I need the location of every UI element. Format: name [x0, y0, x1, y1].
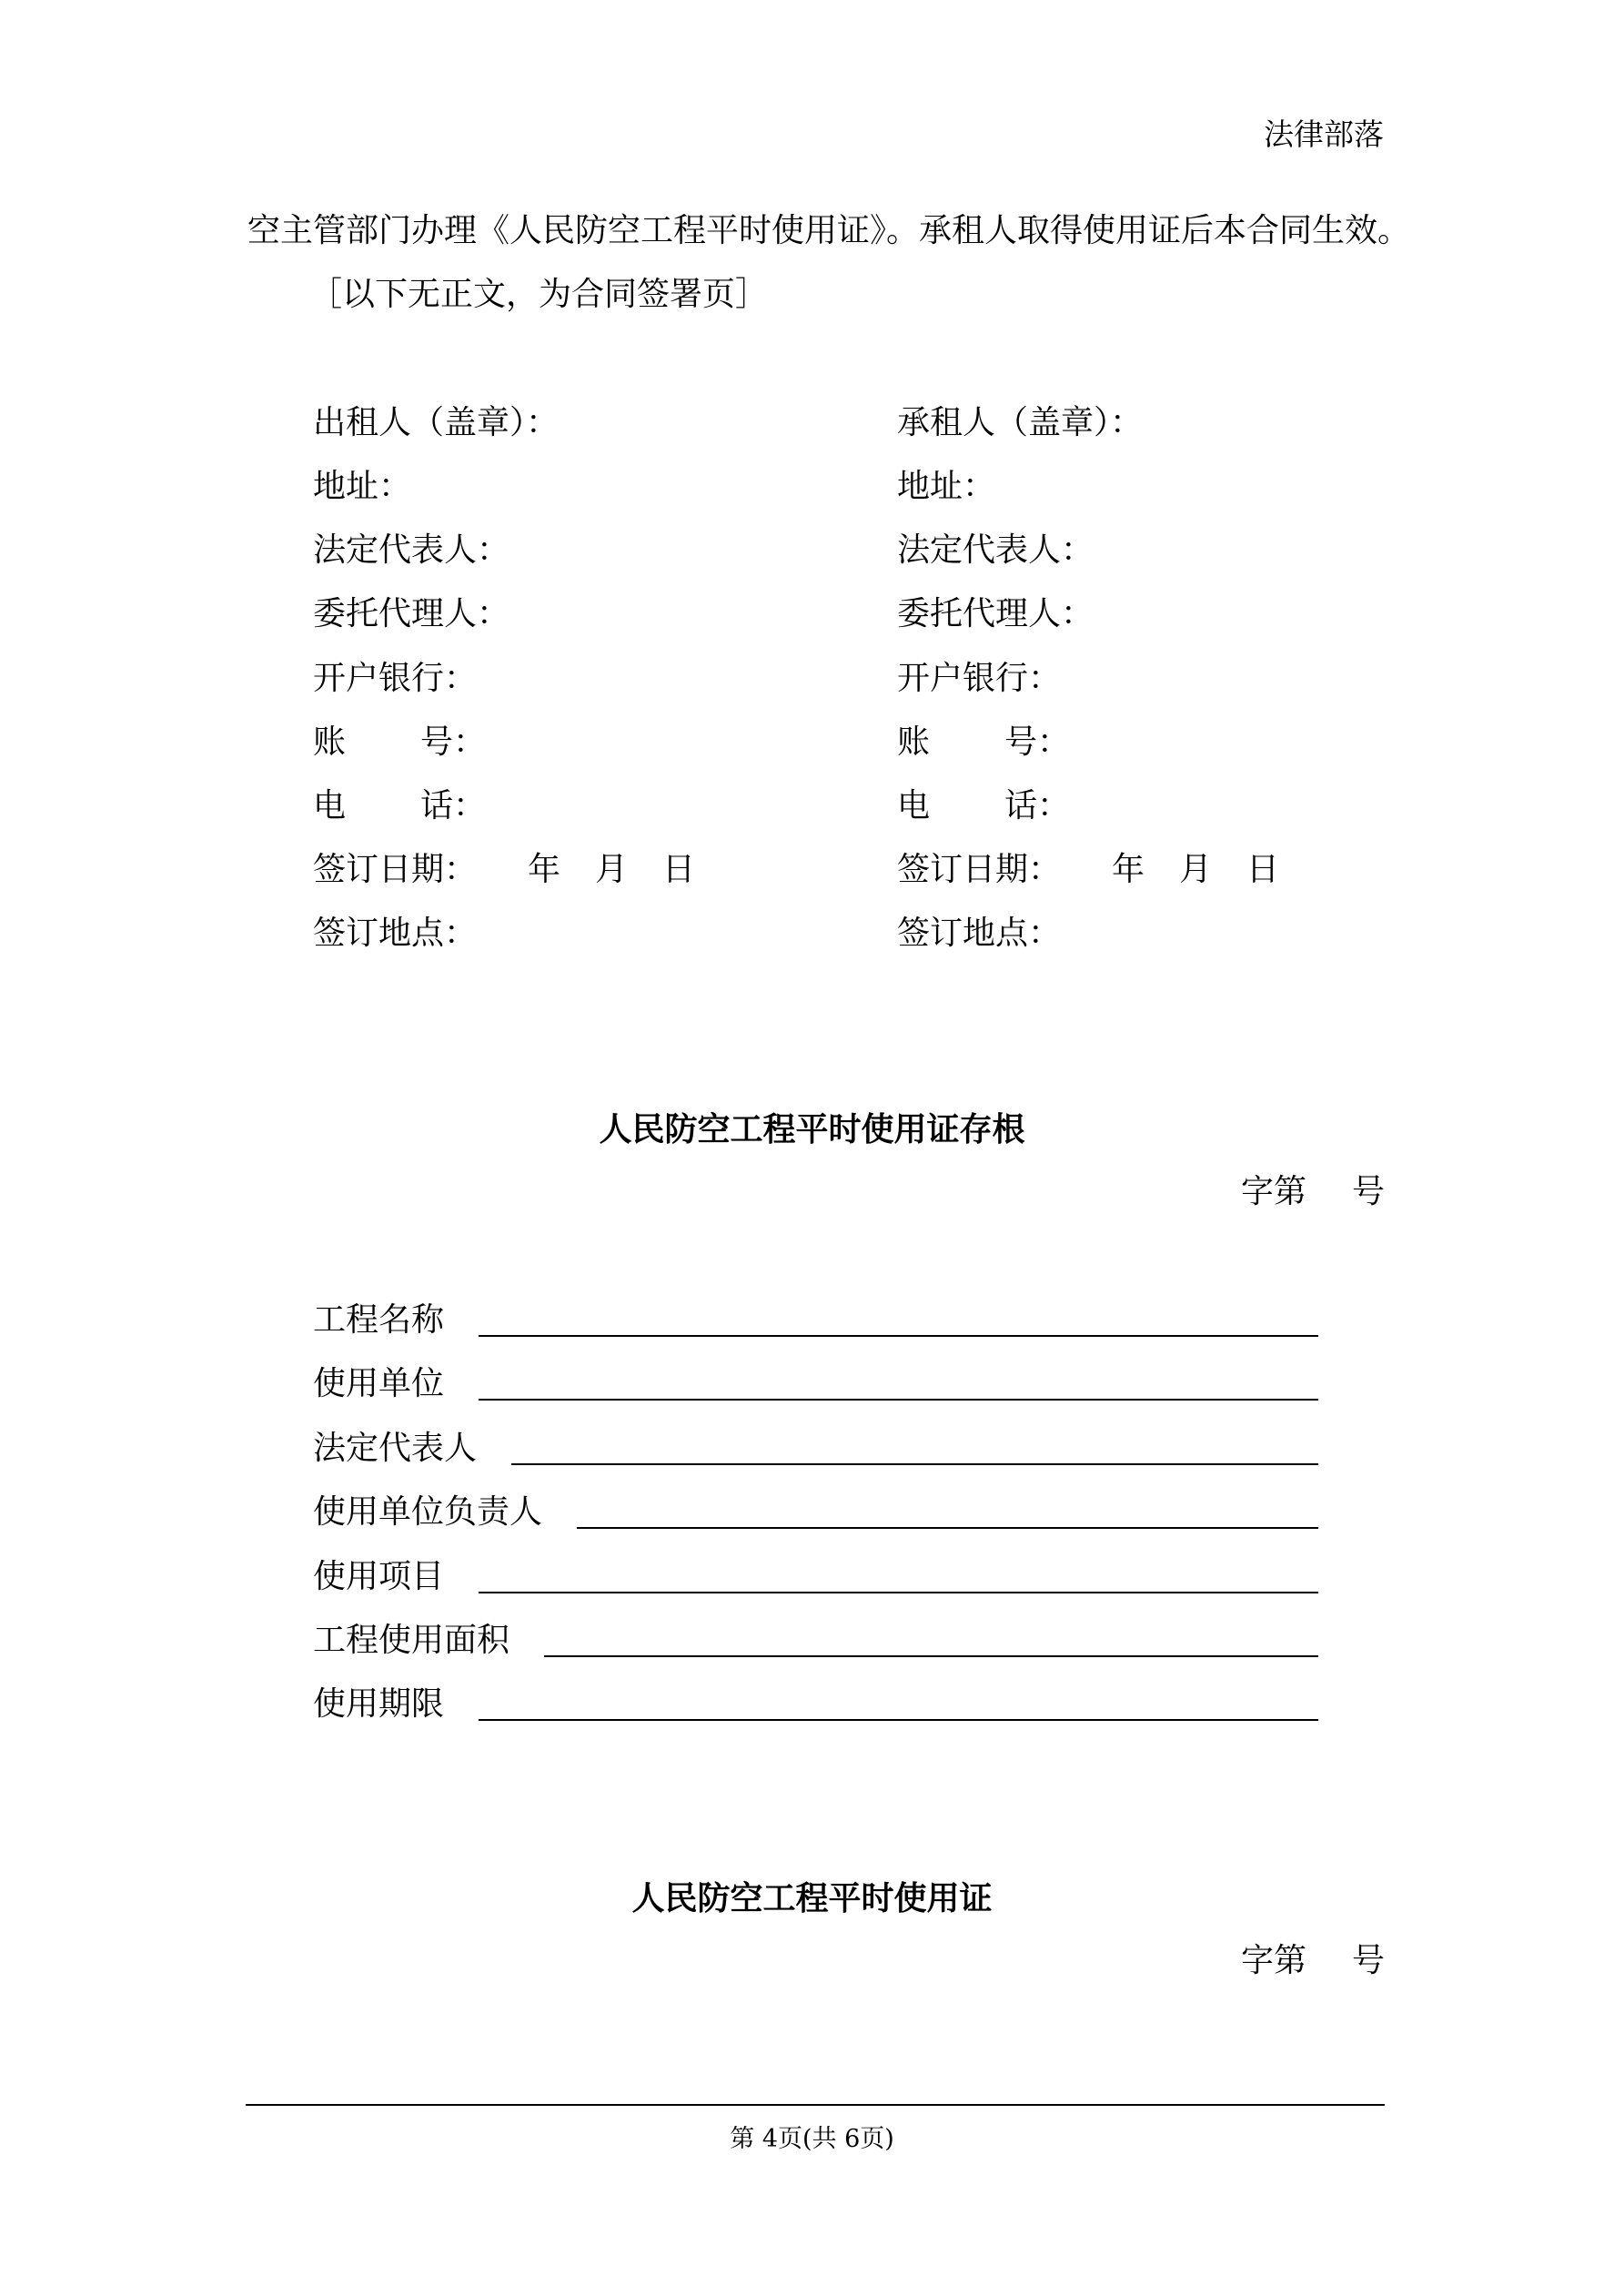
lessee-address-label: 地址：: [897, 468, 996, 505]
certificate-number-prefix: 字第: [1240, 1942, 1306, 1979]
lessee-phone-char1: 电: [897, 787, 931, 824]
stub-field-label: 使用单位负责人: [313, 1493, 543, 1531]
header-brand: 法律部落: [1264, 116, 1384, 152]
certificate-number: [1241, 1941, 1385, 1981]
stub-field-unit-principal: [313, 1492, 1318, 1538]
lessee-date-day: 日: [1246, 851, 1280, 888]
lessee-sign-place-label: 签订地点：: [897, 915, 1062, 952]
stub-field-blank-line[interactable]: [479, 1399, 1318, 1401]
lessor-date-year: 年: [528, 851, 561, 888]
lessee-sign-date: [897, 850, 1279, 890]
lessor-phone-char1: 电: [313, 787, 347, 824]
lessor-account-char1: 账: [313, 723, 347, 761]
stub-field-blank-line[interactable]: [479, 1719, 1318, 1721]
stub-field-label: 使用单位: [313, 1365, 445, 1402]
stub-field-label: 法定代表人: [313, 1430, 478, 1467]
lessor-bank-label: 开户银行：: [313, 660, 478, 697]
lessor-account-char2: 号：: [420, 723, 487, 761]
page-number: 第 4页(共 6页): [730, 2125, 894, 2153]
stub-field-label: 使用项目: [313, 1558, 445, 1595]
stub-field-project-name: [313, 1300, 1318, 1346]
stub-field-blank-line[interactable]: [479, 1335, 1318, 1337]
lessor-account-label: [313, 723, 486, 763]
stub-field-use-period: [313, 1684, 1318, 1730]
lessee-bank-label: 开户银行：: [897, 660, 1062, 697]
stub-field-blank-line[interactable]: [479, 1592, 1318, 1593]
lessee-phone-char2: 话：: [1004, 787, 1071, 824]
lessee-date-year: 年: [1112, 851, 1145, 888]
lessee-sign-date-label: 签订日期：: [897, 851, 1062, 888]
lessee-account-char1: 账: [897, 723, 931, 761]
stub-field-legal-rep: [313, 1429, 1318, 1474]
lessor-address-label: 地址：: [313, 468, 412, 505]
lessee-legal-rep-label: 法定代表人：: [897, 531, 1094, 569]
stub-field-label: 使用期限: [313, 1685, 445, 1723]
lessee-agent-label: 委托代理人：: [897, 595, 1094, 632]
lessor-date-month: 月: [595, 851, 629, 888]
no-more-text-note: ［以下无正文，为合同签署页］: [309, 276, 769, 313]
stub-field-use-area: [313, 1621, 1318, 1666]
lessor-legal-rep-label: 法定代表人：: [313, 531, 510, 569]
footer-divider: [246, 2104, 1385, 2106]
stub-field-blank-line[interactable]: [544, 1655, 1318, 1657]
stub-field-label: 工程使用面积: [313, 1622, 510, 1659]
paragraph-ending: 空主管部门办理《人民防空工程平时使用证》。承租人取得使用证后本合同生效。: [247, 212, 1411, 249]
lessee-party-label: 承租人（盖章）：: [897, 404, 1144, 441]
lessor-sign-place-label: 签订地点：: [313, 915, 478, 952]
lessor-sign-date: [313, 850, 695, 890]
lessor-phone-label: [313, 786, 486, 826]
lessor-sign-date-label: 签订日期：: [313, 851, 478, 888]
lessor-date-day: 日: [662, 851, 696, 888]
stub-field-blank-line[interactable]: [511, 1463, 1318, 1465]
certificate-number-suffix: 号: [1351, 1942, 1385, 1979]
lessor-party-label: 出租人（盖章）：: [313, 404, 560, 441]
lessee-date-month: 月: [1179, 851, 1213, 888]
lessee-phone-label: [897, 786, 1070, 826]
stub-number-suffix: 号: [1351, 1173, 1385, 1210]
lessee-account-label: [897, 723, 1070, 763]
stub-field-use-item: [313, 1557, 1318, 1603]
lessor-agent-label: 委托代理人：: [313, 595, 510, 632]
lessor-phone-char2: 话：: [420, 787, 487, 824]
stub-number-prefix: 字第: [1240, 1173, 1306, 1210]
stub-field-using-unit: [313, 1364, 1318, 1410]
stub-title: 人民防空工程平时使用证存根: [599, 1110, 1025, 1148]
stub-field-blank-line[interactable]: [577, 1527, 1318, 1529]
stub-number: [1241, 1172, 1385, 1212]
certificate-title: 人民防空工程平时使用证: [631, 1879, 993, 1917]
stub-field-label: 工程名称: [313, 1301, 445, 1339]
lessee-account-char2: 号：: [1004, 723, 1071, 761]
